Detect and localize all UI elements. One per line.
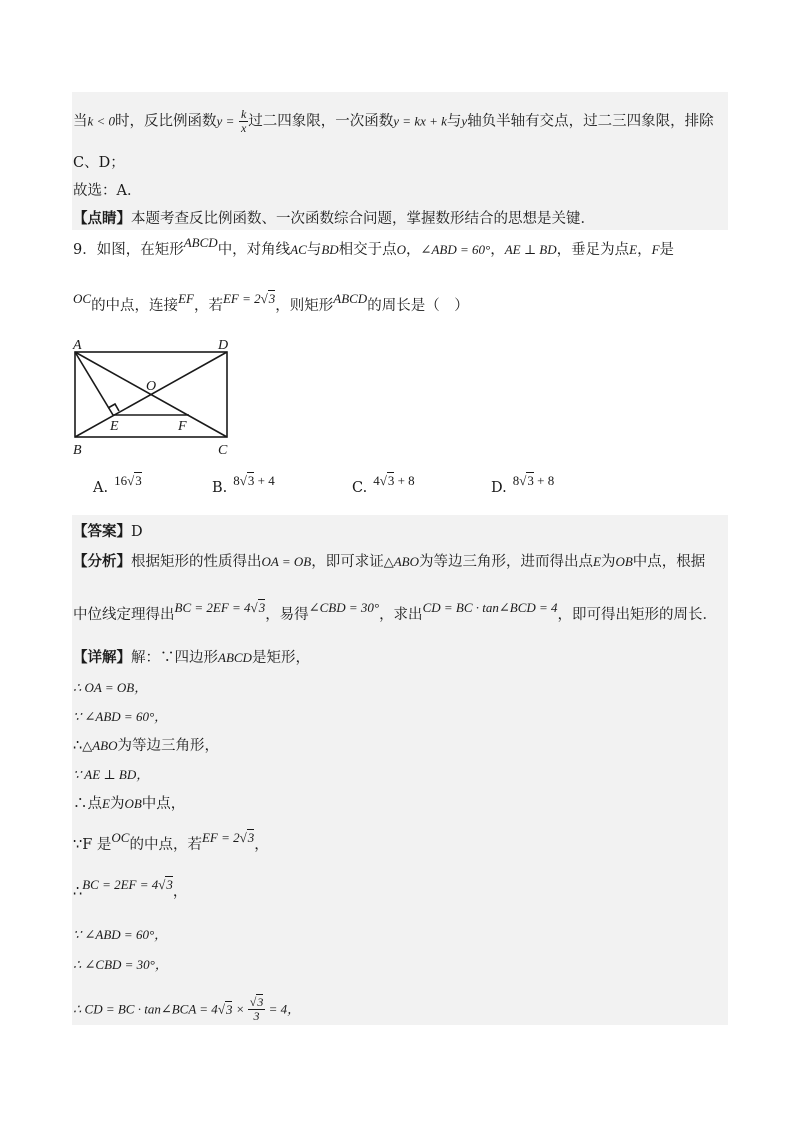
analysis-line-1: 【分析】根据矩形的性质得出OA = OB，即可求证△ABO为等边三角形，进而得出点E为OB中点，根据 [73, 553, 706, 570]
detail-line-8: ∴BC = 2EF = 4√3， [73, 877, 188, 900]
rectangle-abcd [75, 352, 227, 437]
fraction-sqrt3-over-3: $\frac{√3}{3}$ [249, 995, 264, 1023]
label-c: C [218, 443, 228, 458]
question-9-line-2: OC的中点，连接EF，若EF = 2√3，则矩形ABCD的周长是（ ） [73, 291, 469, 314]
option-d[interactable]: D. 8√3 + 8 [491, 473, 555, 496]
prev-line-2: C、D； [73, 155, 125, 171]
segment-ae [75, 352, 113, 415]
solution-shade [72, 515, 728, 1025]
option-c[interactable]: C. 4√3 + 8 [352, 473, 415, 496]
diagonal-bd [75, 352, 227, 437]
detail-line-4: ∴△ABO为等边三角形， [73, 738, 220, 754]
label-o: O [146, 379, 157, 394]
option-b[interactable]: B. 8√3 + 4 [212, 473, 275, 496]
detail-line-11: ∴ CD = BC · tan∠BCA = 4√3 × $\frac{√3}{3}$ = 4， [73, 995, 301, 1023]
detail-line-7: ∵F 是OC的中点，若EF = 2√3， [73, 830, 269, 853]
answer-value: D [131, 524, 143, 540]
prev-line-3: 故选：A． [73, 183, 142, 199]
comment-tag: 【点睛】 [73, 210, 131, 227]
detail-line-10: ∴ ∠CBD = 30°， [73, 957, 168, 972]
detail-line-3: ∵ ∠ABD = 60°， [73, 709, 168, 724]
label-b: B [73, 443, 82, 458]
label-f: F [178, 419, 187, 434]
detail-line-2: ∴ OA = OB， [73, 680, 148, 695]
prev-comment: 【点睛】本题考查反比例函数、一次函数综合问题，掌握数形结合的思想是关键． [73, 210, 595, 227]
detail-line-9: ∵ ∠ABD = 60°， [73, 927, 168, 942]
label-a: A [73, 338, 82, 353]
detail-line-6: ∴点E为OB中点， [73, 796, 186, 812]
diagonal-ac [75, 352, 227, 437]
option-a[interactable]: A. 16√3 [93, 473, 142, 496]
label-d: D [218, 338, 229, 353]
answer-line [73, 522, 143, 542]
answer-tag: 【答案】 [73, 523, 131, 540]
fraction-k-over-x: $\frac{k}{x}$ [240, 107, 247, 135]
detail-line-1: 【详解】解：∵四边形ABCD是矩形， [73, 649, 310, 666]
right-angle-mark [108, 404, 119, 411]
question-9-line-1: 9．如图，在矩形ABCD中，对角线AC与BD相交于点O，∠ABD = 60°，AE ⊥ BD，垂足为点E，F是 [73, 235, 675, 258]
analysis-line-2: 中位线定理得出BC = 2EF = 4√3，易得∠CBD = 30°，求出CD = BC · tan∠BCD = 4，即可得出矩形的周长． [73, 600, 718, 623]
prev-line-1: 当k < 0时，反比例函数y = $\frac{k}{x}$ 过二四象限，一次函数y = kx + k与y轴负半轴有交点，过二三四象限，排除 [73, 107, 714, 135]
label-e: E [110, 419, 119, 434]
detail-line-5: ∵ AE ⊥ BD， [73, 767, 150, 782]
